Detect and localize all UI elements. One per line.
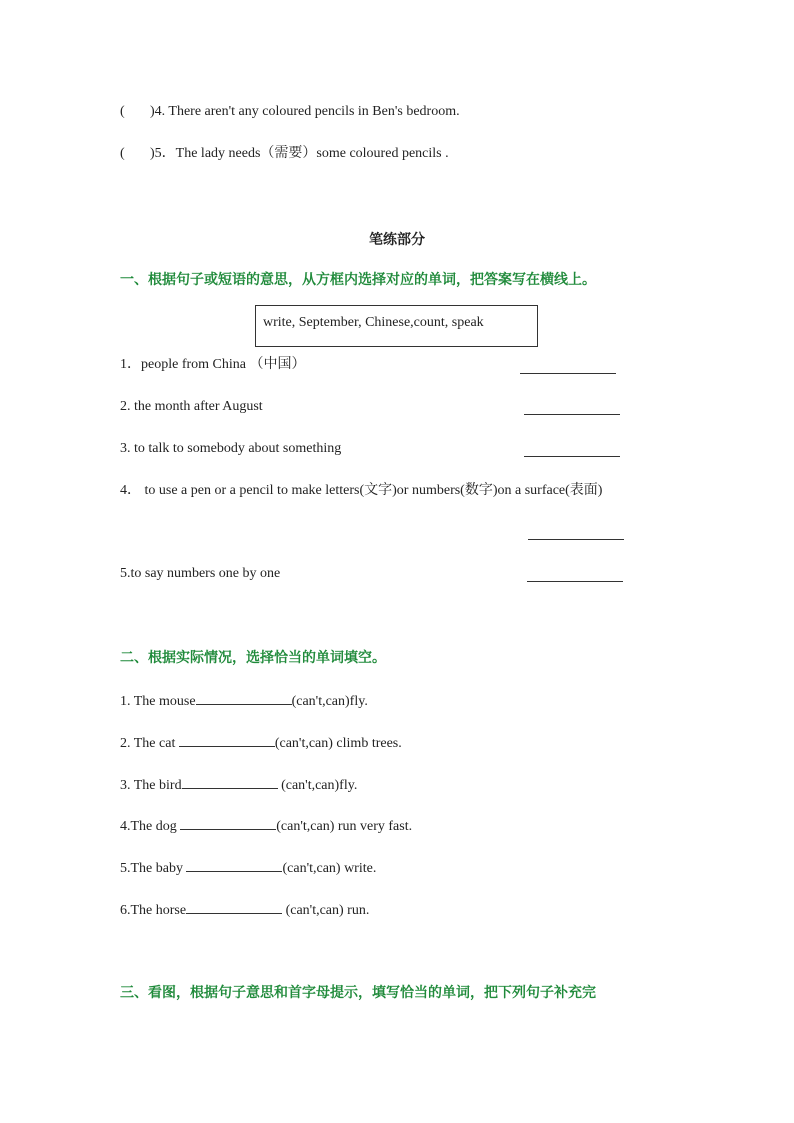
part2-heading: 二、根据实际情况，选择恰当的单词填空。 (120, 650, 386, 666)
part3-heading: 三、看图，根据句子意思和首字母提示，填写恰当的单词，把下列句子补充完 (120, 985, 596, 1001)
part2-item-6 (120, 900, 369, 920)
fill-blank[interactable] (179, 733, 275, 747)
part1-item-5: 5.to say numbers one by one (120, 566, 281, 581)
item-suffix: (can't,can) run very fast. (276, 819, 413, 834)
part2-item-3 (120, 775, 357, 795)
item-prefix: 3. The bird (120, 778, 182, 793)
fill-blank[interactable] (182, 775, 278, 789)
item-suffix: (can't,can)fly. (291, 694, 368, 709)
answer-blank-1[interactable] (520, 373, 616, 374)
item-prefix: 5.The baby (120, 861, 187, 876)
tf-item-text: )5．The lady needs（需要）some coloured pencils . (150, 146, 449, 161)
item-prefix: 4.The dog (120, 819, 181, 834)
part1-heading: 一、根据句子或短语的意思，从方框内选择对应的单词，把答案写在横线上。 (120, 272, 596, 288)
item-suffix: (can't,can) climb trees. (274, 736, 402, 751)
word-box: write, September, Chinese,count, speak (255, 305, 538, 347)
part1-item-1: 1．people from China （中国） (120, 357, 306, 372)
fill-blank[interactable] (196, 691, 292, 705)
part2-item-1 (120, 691, 368, 711)
answer-blank-4[interactable] (528, 539, 624, 540)
tf-item-text: )4. There aren't any coloured pencils in Ben's bedroom. (150, 104, 460, 119)
answer-bracket-open[interactable]: ( (120, 146, 125, 161)
item-prefix: 1. The mouse (120, 694, 196, 709)
fill-blank[interactable] (186, 900, 282, 914)
part2-item-4 (120, 816, 412, 836)
item-suffix: (can't,can)fly. (277, 778, 358, 793)
item-prefix: 6.The horse (120, 903, 187, 918)
fill-blank[interactable] (180, 816, 276, 830)
answer-blank-3[interactable] (524, 456, 620, 457)
item-suffix: (can't,can) write. (282, 861, 377, 876)
tf-item-5 (120, 145, 449, 163)
fill-blank[interactable] (186, 858, 282, 872)
item-suffix: (can't,can) run. (282, 903, 370, 918)
answer-bracket-open[interactable]: ( (120, 104, 125, 119)
part1-item-3: 3. to talk to somebody about something (120, 441, 342, 456)
item-prefix: 2. The cat (120, 736, 179, 751)
part1-item-2: 2. the month after August (120, 399, 263, 414)
part2-item-5 (120, 858, 376, 878)
part2-item-2 (120, 733, 402, 753)
part1-item-4: 4． to use a pen or a pencil to make letters(文字)or numbers(数字)on a surface(表面) (120, 483, 603, 498)
tf-item-4 (120, 103, 460, 121)
answer-blank-2[interactable] (524, 414, 620, 415)
section-title: 笔练部分 (369, 232, 425, 248)
answer-blank-5[interactable] (527, 581, 623, 582)
